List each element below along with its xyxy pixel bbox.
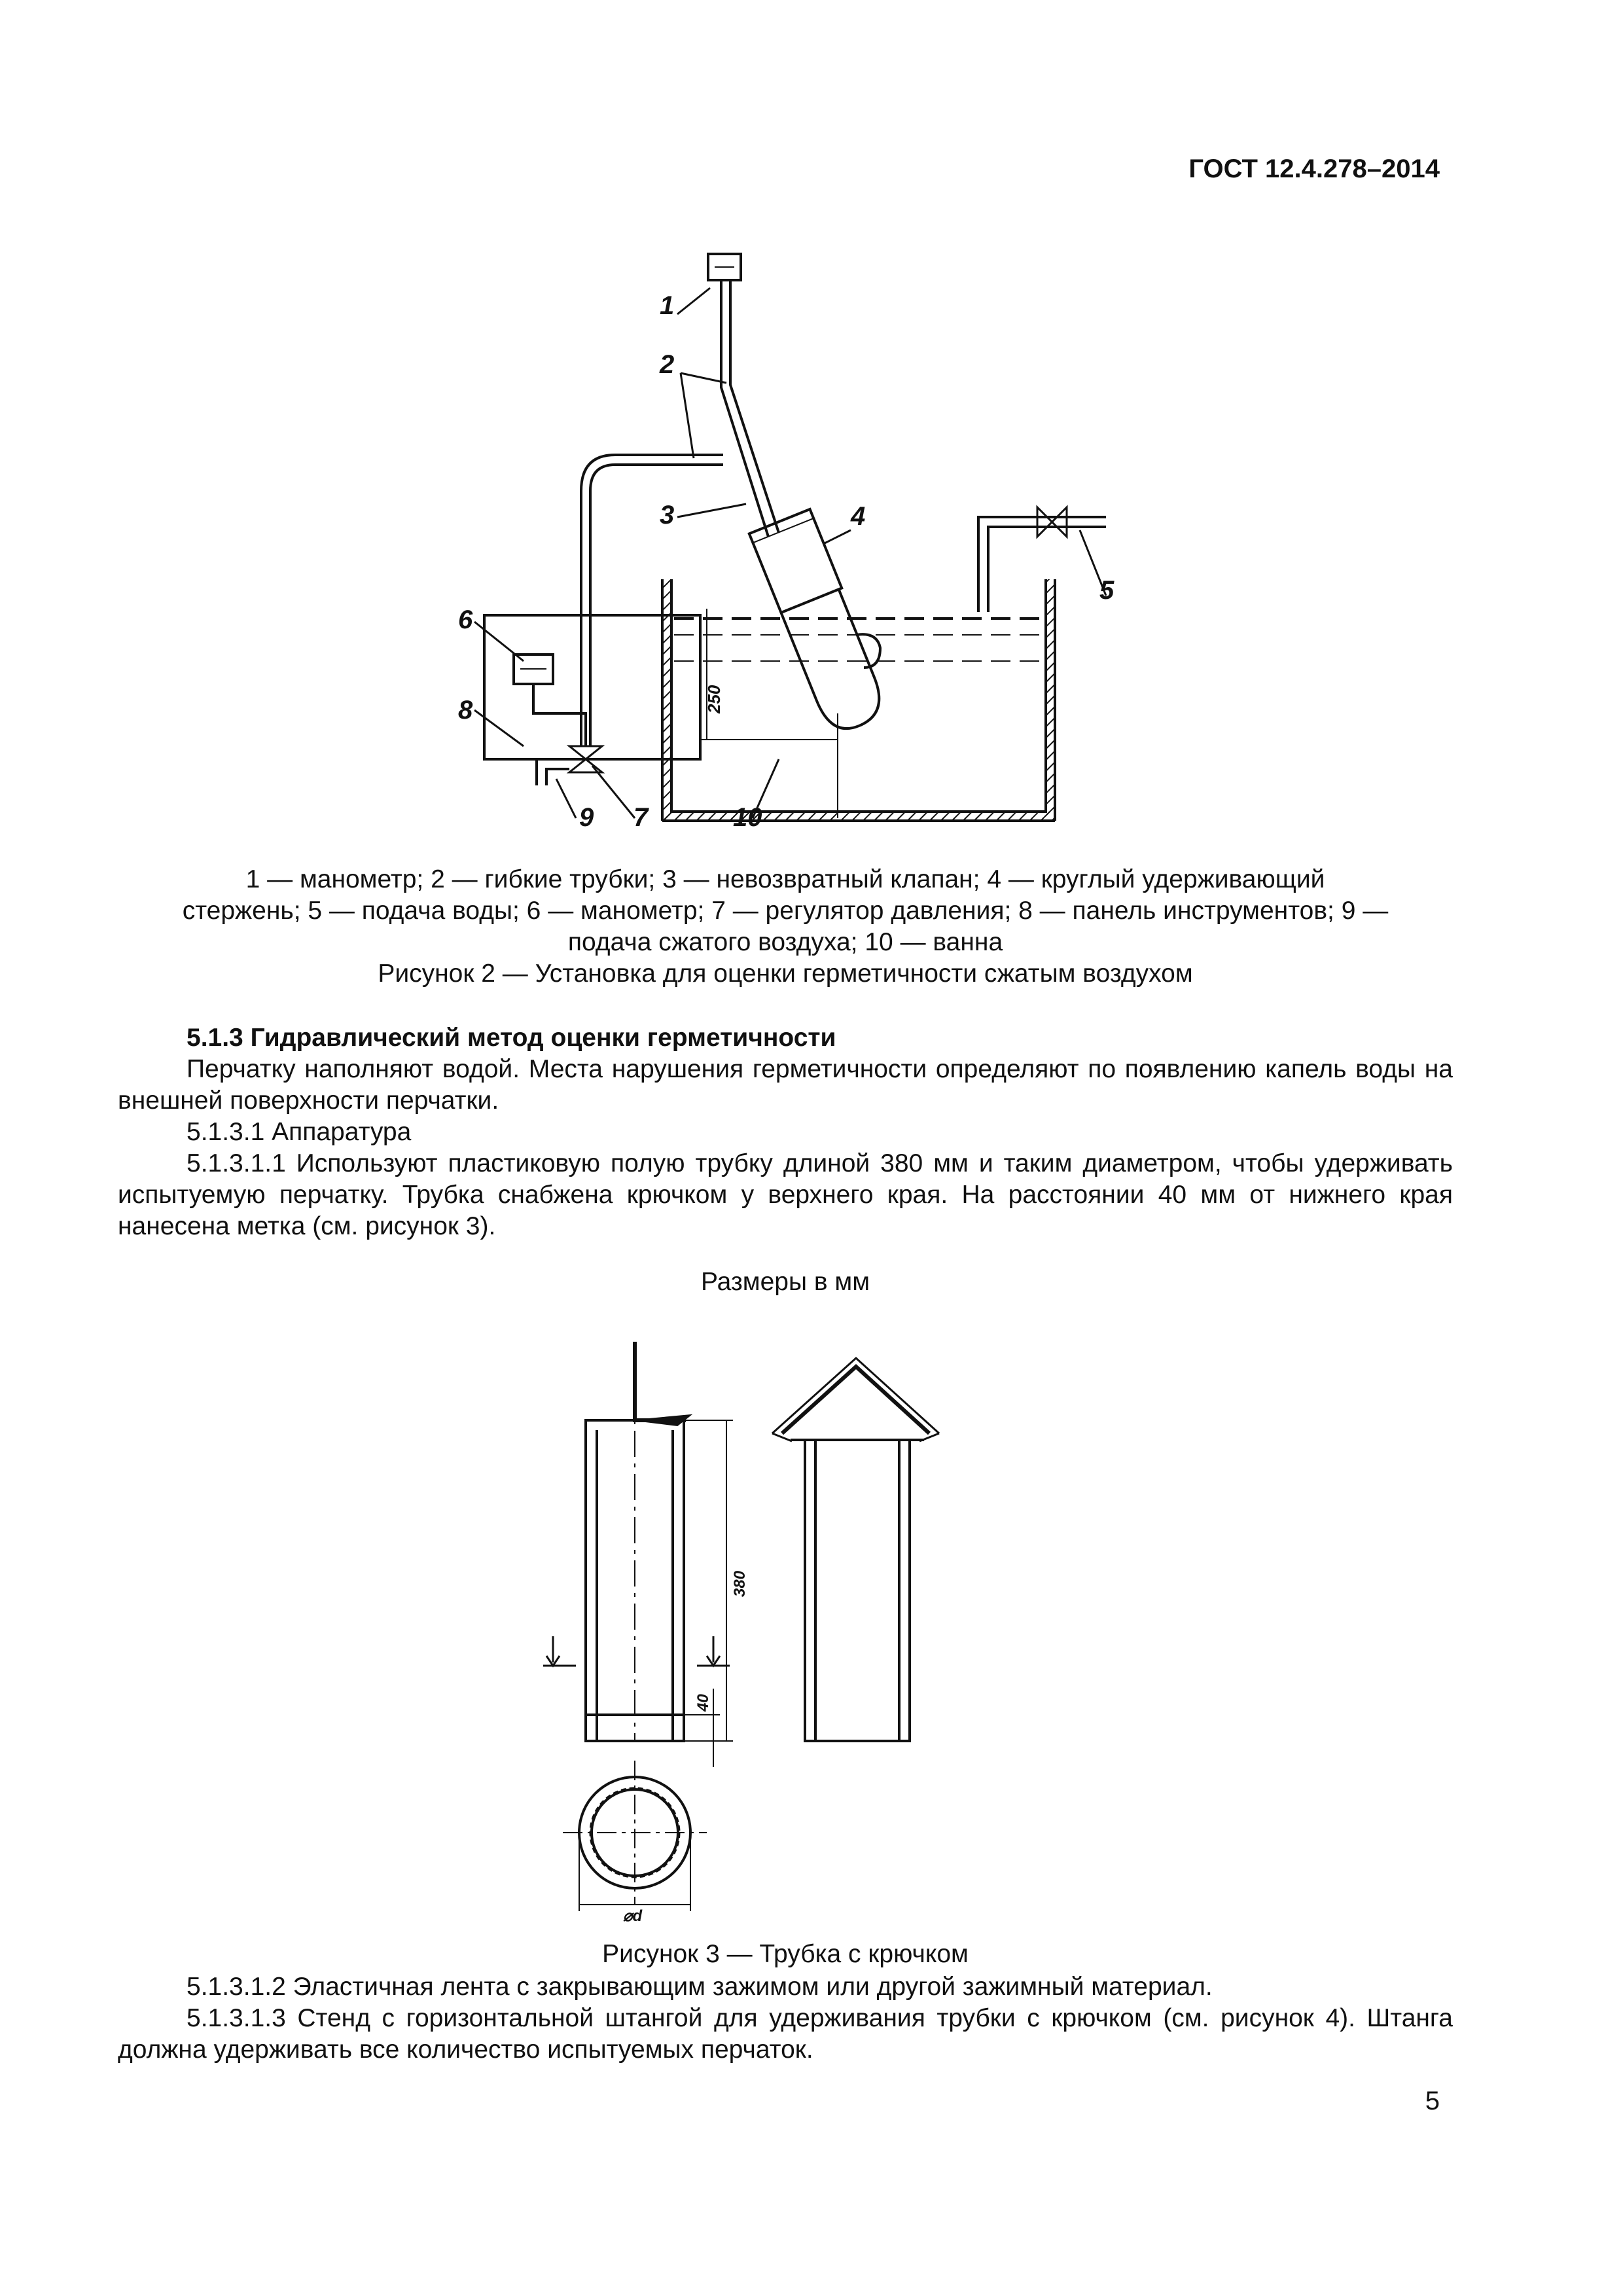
callout-2: 2 <box>660 350 675 379</box>
dimension-40: 40 <box>694 1694 712 1712</box>
figure-3-drawing <box>537 1335 995 1924</box>
dimension-250: 250 <box>704 685 724 713</box>
tube-front-view <box>805 1440 910 1741</box>
figure-2-legend-line-2: стержень; 5 — подача воды; 6 — манометр; 7 — регулятор давления; 8 — панель инструментов; 9 — <box>182 897 1389 925</box>
bath-10 <box>671 579 1046 812</box>
callout-7: 7 <box>633 803 649 832</box>
callout-10: 10 <box>733 803 762 832</box>
callout-1: 1 <box>660 291 675 320</box>
callout-8: 8 <box>458 696 473 725</box>
callout-6: 6 <box>458 605 473 634</box>
callout-4: 4 <box>851 502 866 531</box>
callout-5: 5 <box>1099 576 1115 605</box>
figure-2-legend-line-3: подача сжатого воздуха; 10 — ванна <box>567 928 1003 956</box>
section-paragraph-2: 5.1.3.1 Аппаратура <box>187 1118 412 1146</box>
paragraph-5-1-3-1-3: 5.1.3.1.3 Стенд с горизонтальной штангой для удерживания трубки с крючком (см. рисунок 4). Штанга должна удерживать все количество испытуемых перчаток. <box>118 2004 1453 2064</box>
tube-hook <box>635 1342 686 1420</box>
figure-3-caption: Рисунок 3 — Трубка с крючком <box>602 1940 969 1968</box>
document-header: ГОСТ 12.4.278–2014 <box>1188 154 1440 183</box>
section-paragraph-3: 5.1.3.1.1 Используют пластиковую полую трубку длиной 380 мм и таким диаметром, чтобы удерживать испытуемую перчатку. Трубка снабжена крючком у верхнего края. На расстоянии 40 мм от нижнего края нанесена метка (см. рисунок 3). <box>118 1149 1453 1240</box>
figure-2-caption: Рисунок 2 — Установка для оценки герметичности сжатым воздухом <box>378 960 1193 988</box>
page-number: 5 <box>1425 2087 1440 2115</box>
callout-9: 9 <box>579 803 594 832</box>
tube-front-hook <box>782 1367 929 1433</box>
glove <box>781 589 889 737</box>
figure-2-drawing <box>419 242 1178 857</box>
figure-2-legend-line-1: 1 — манометр; 2 — гибкие трубки; 3 — невозвратный клапан; 4 — круглый удерживающий <box>245 865 1325 893</box>
flexible-tube-2 <box>721 280 768 537</box>
section-heading: 5.1.3 Гидравлический метод оценки герметичности <box>187 1024 836 1052</box>
air-supply-9 <box>537 759 569 785</box>
dimension-diameter: ⌀d <box>623 1907 643 1925</box>
section-paragraph-1: Перчатку наполняют водой. Места нарушения герметичности определяют по появлению капель воды на внешней поверхности перчатки. <box>118 1055 1453 1115</box>
callout-3: 3 <box>660 501 675 529</box>
holding-rod-4 <box>749 509 842 613</box>
paragraph-5-1-3-1-2: 5.1.3.1.2 Эластичная лента с закрывающим зажимом или другой зажимный материал. <box>187 1973 1213 2001</box>
figure-3-units-note: Размеры в мм <box>700 1268 870 1296</box>
dimension-380: 380 <box>731 1570 749 1597</box>
